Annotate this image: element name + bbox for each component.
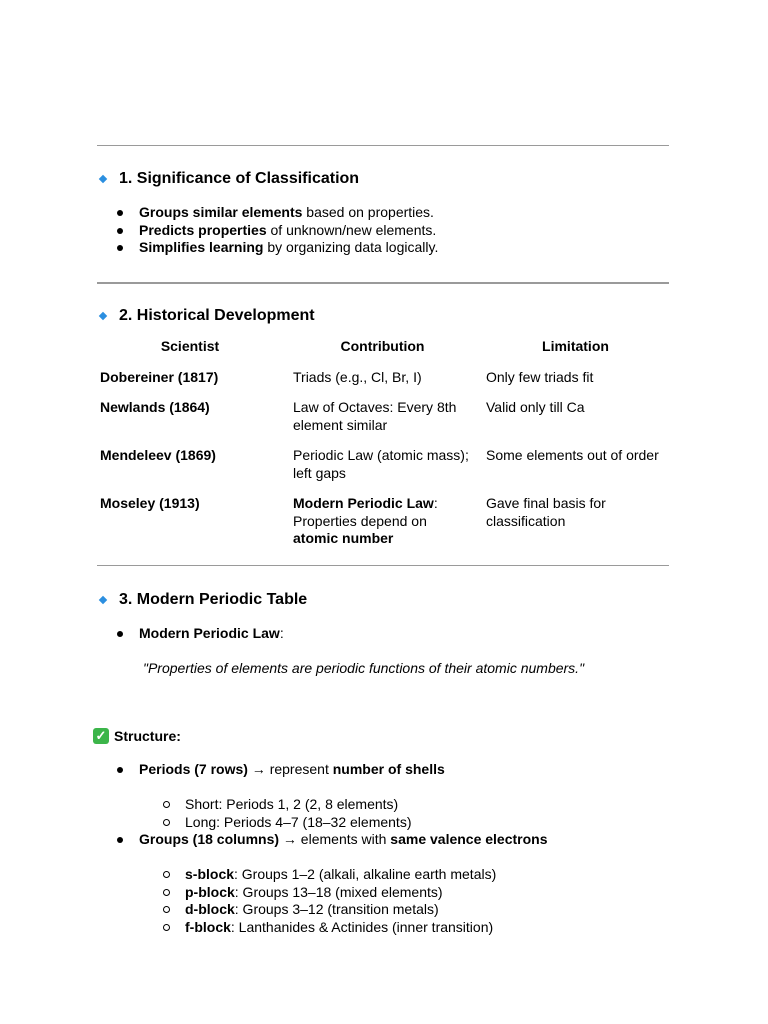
divider	[97, 565, 669, 566]
divider	[97, 282, 669, 284]
table-cell-scientist: Newlands (1864)	[100, 399, 210, 415]
list-item: f-block: Lanthanides & Actinides (inner transition)	[163, 919, 683, 937]
check-mark-icon: ✓	[93, 728, 109, 744]
column-header-limitation: Limitation	[542, 338, 609, 354]
table-cell-limitation: Valid only till Ca	[486, 399, 585, 415]
table-cell-limitation: Gave final basis for classification	[486, 495, 606, 529]
structure-heading: ✓ Structure:	[93, 728, 181, 744]
table-cell-contribution: Periodic Law (atomic mass); left gaps	[293, 447, 469, 481]
table-cell-limitation: Only few triads fit	[486, 369, 594, 385]
list-item: Modern Periodic Law:	[117, 625, 284, 643]
table-cell-contribution: Law of Octaves: Every 8th element similar	[293, 399, 457, 433]
column-header-scientist: Scientist	[160, 338, 220, 354]
law-quote: "Properties of elements are periodic functions of their atomic numbers."	[143, 660, 585, 676]
significance-list	[117, 204, 677, 257]
list-item: Long: Periods 4–7 (18–32 elements)	[163, 814, 683, 832]
list-item: Short: Periods 1, 2 (2, 8 elements)	[163, 796, 683, 814]
list-item: Simplifies learning by organizing data logically.	[117, 239, 677, 257]
diamond-bullet-icon	[99, 312, 107, 320]
table-cell-contribution: Triads (e.g., Cl, Br, I)	[293, 369, 422, 385]
list-item: p-block: Groups 13–18 (mixed elements)	[163, 884, 683, 902]
list-item: Periods (7 rows) → represent number of shells	[117, 761, 445, 779]
table-cell-limitation: Some elements out of order	[486, 447, 659, 463]
section-2-heading: 2. Historical Development	[97, 305, 315, 327]
list-item: s-block: Groups 1–2 (alkali, alkaline earth metals)	[163, 866, 683, 884]
table-cell-scientist: Moseley (1913)	[100, 495, 200, 511]
list-item: Groups similar elements based on properties.	[117, 204, 677, 222]
list-item: d-block: Groups 3–12 (transition metals)	[163, 901, 683, 919]
list-item: Predicts properties of unknown/new elements.	[117, 222, 677, 240]
table-cell-contribution: Modern Periodic Law: Properties depend on atomic number	[293, 495, 438, 546]
column-header-contribution: Contribution	[340, 338, 425, 354]
divider	[97, 145, 669, 146]
diamond-bullet-icon	[99, 175, 107, 183]
table-cell-scientist: Mendeleev (1869)	[100, 447, 216, 463]
section-1-heading: 1. Significance of Classification	[97, 168, 359, 190]
blocks-sublist	[163, 866, 683, 936]
periods-sublist	[163, 796, 683, 831]
table-cell-scientist: Dobereiner (1817)	[100, 369, 219, 385]
list-item: Groups (18 columns) → elements with same valence electrons	[117, 831, 548, 849]
diamond-bullet-icon	[99, 596, 107, 604]
section-3-heading: 3. Modern Periodic Table	[97, 589, 307, 611]
